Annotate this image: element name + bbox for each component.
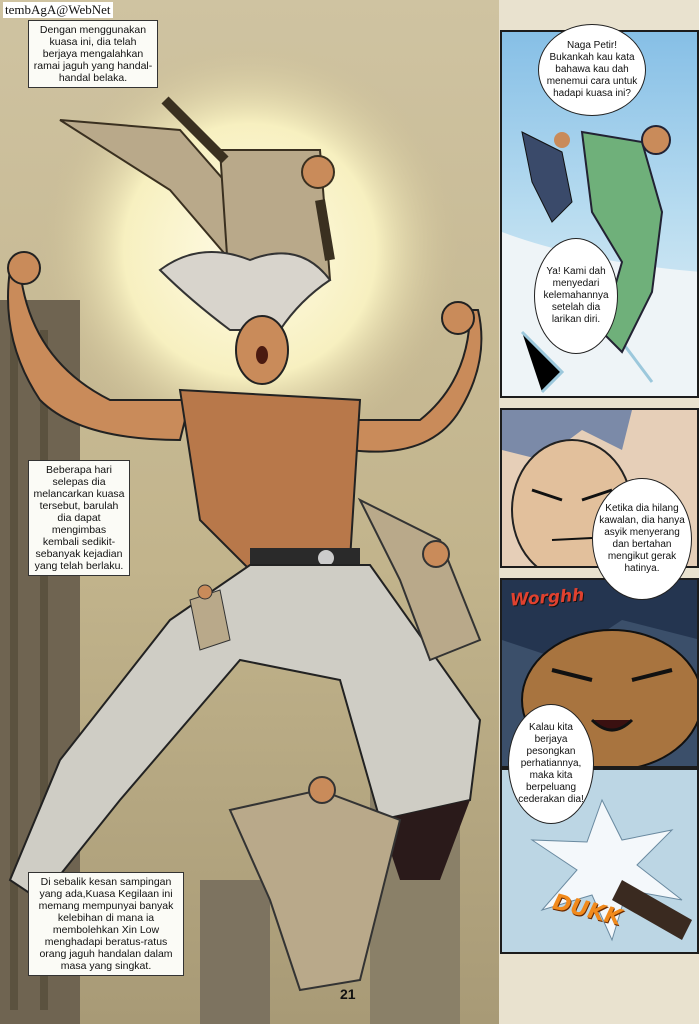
caption-box: Di sebalik kesan sampingan yang ada,Kuasa Kegilaan ini memang mempunyai banyak kelebihan di mana ia membolehkan Xin Low menghadapi beratus-ratus orang jaguh handalan dalam masa yang singkat. (28, 872, 184, 976)
speech-bubble: Kalau kita berjaya pesongkan perhatiannya, maka kita berpeluang cederakan dia! (508, 704, 594, 824)
speech-bubble: Ya! Kami dah menyedari kelemahannya setelah dia larikan diri. (534, 238, 618, 354)
flying-figure (522, 132, 572, 222)
sfx-text: DUKK (550, 889, 625, 932)
page-number: 21 (340, 986, 356, 1002)
watermark: tembAgA@WebNet (5, 2, 111, 17)
bottom-building (200, 880, 270, 1024)
caption-box: Beberapa hari selepas dia melancarkan kuasa tersebut, barulah dia dapat mengimbas kembali sedikit-sebanyak kejadian yang telah berlaku. (28, 460, 130, 576)
caption-box: Dengan menggunakan kuasa ini, dia telah berjaya mengalahkan ramai jaguh yang handal-handal belaka. (28, 20, 158, 88)
sfx-text: Worghh (509, 585, 585, 611)
speech-bubble: Naga Petir! Bukankah kau kata bahawa kau dah menemui cara untuk hadapi kuasa ini? (538, 24, 646, 116)
speech-bubble: Ketika dia hilang kawalan, dia hanya asyik menyerang dan bertahan mengikut gerak hatinya. (592, 478, 692, 600)
